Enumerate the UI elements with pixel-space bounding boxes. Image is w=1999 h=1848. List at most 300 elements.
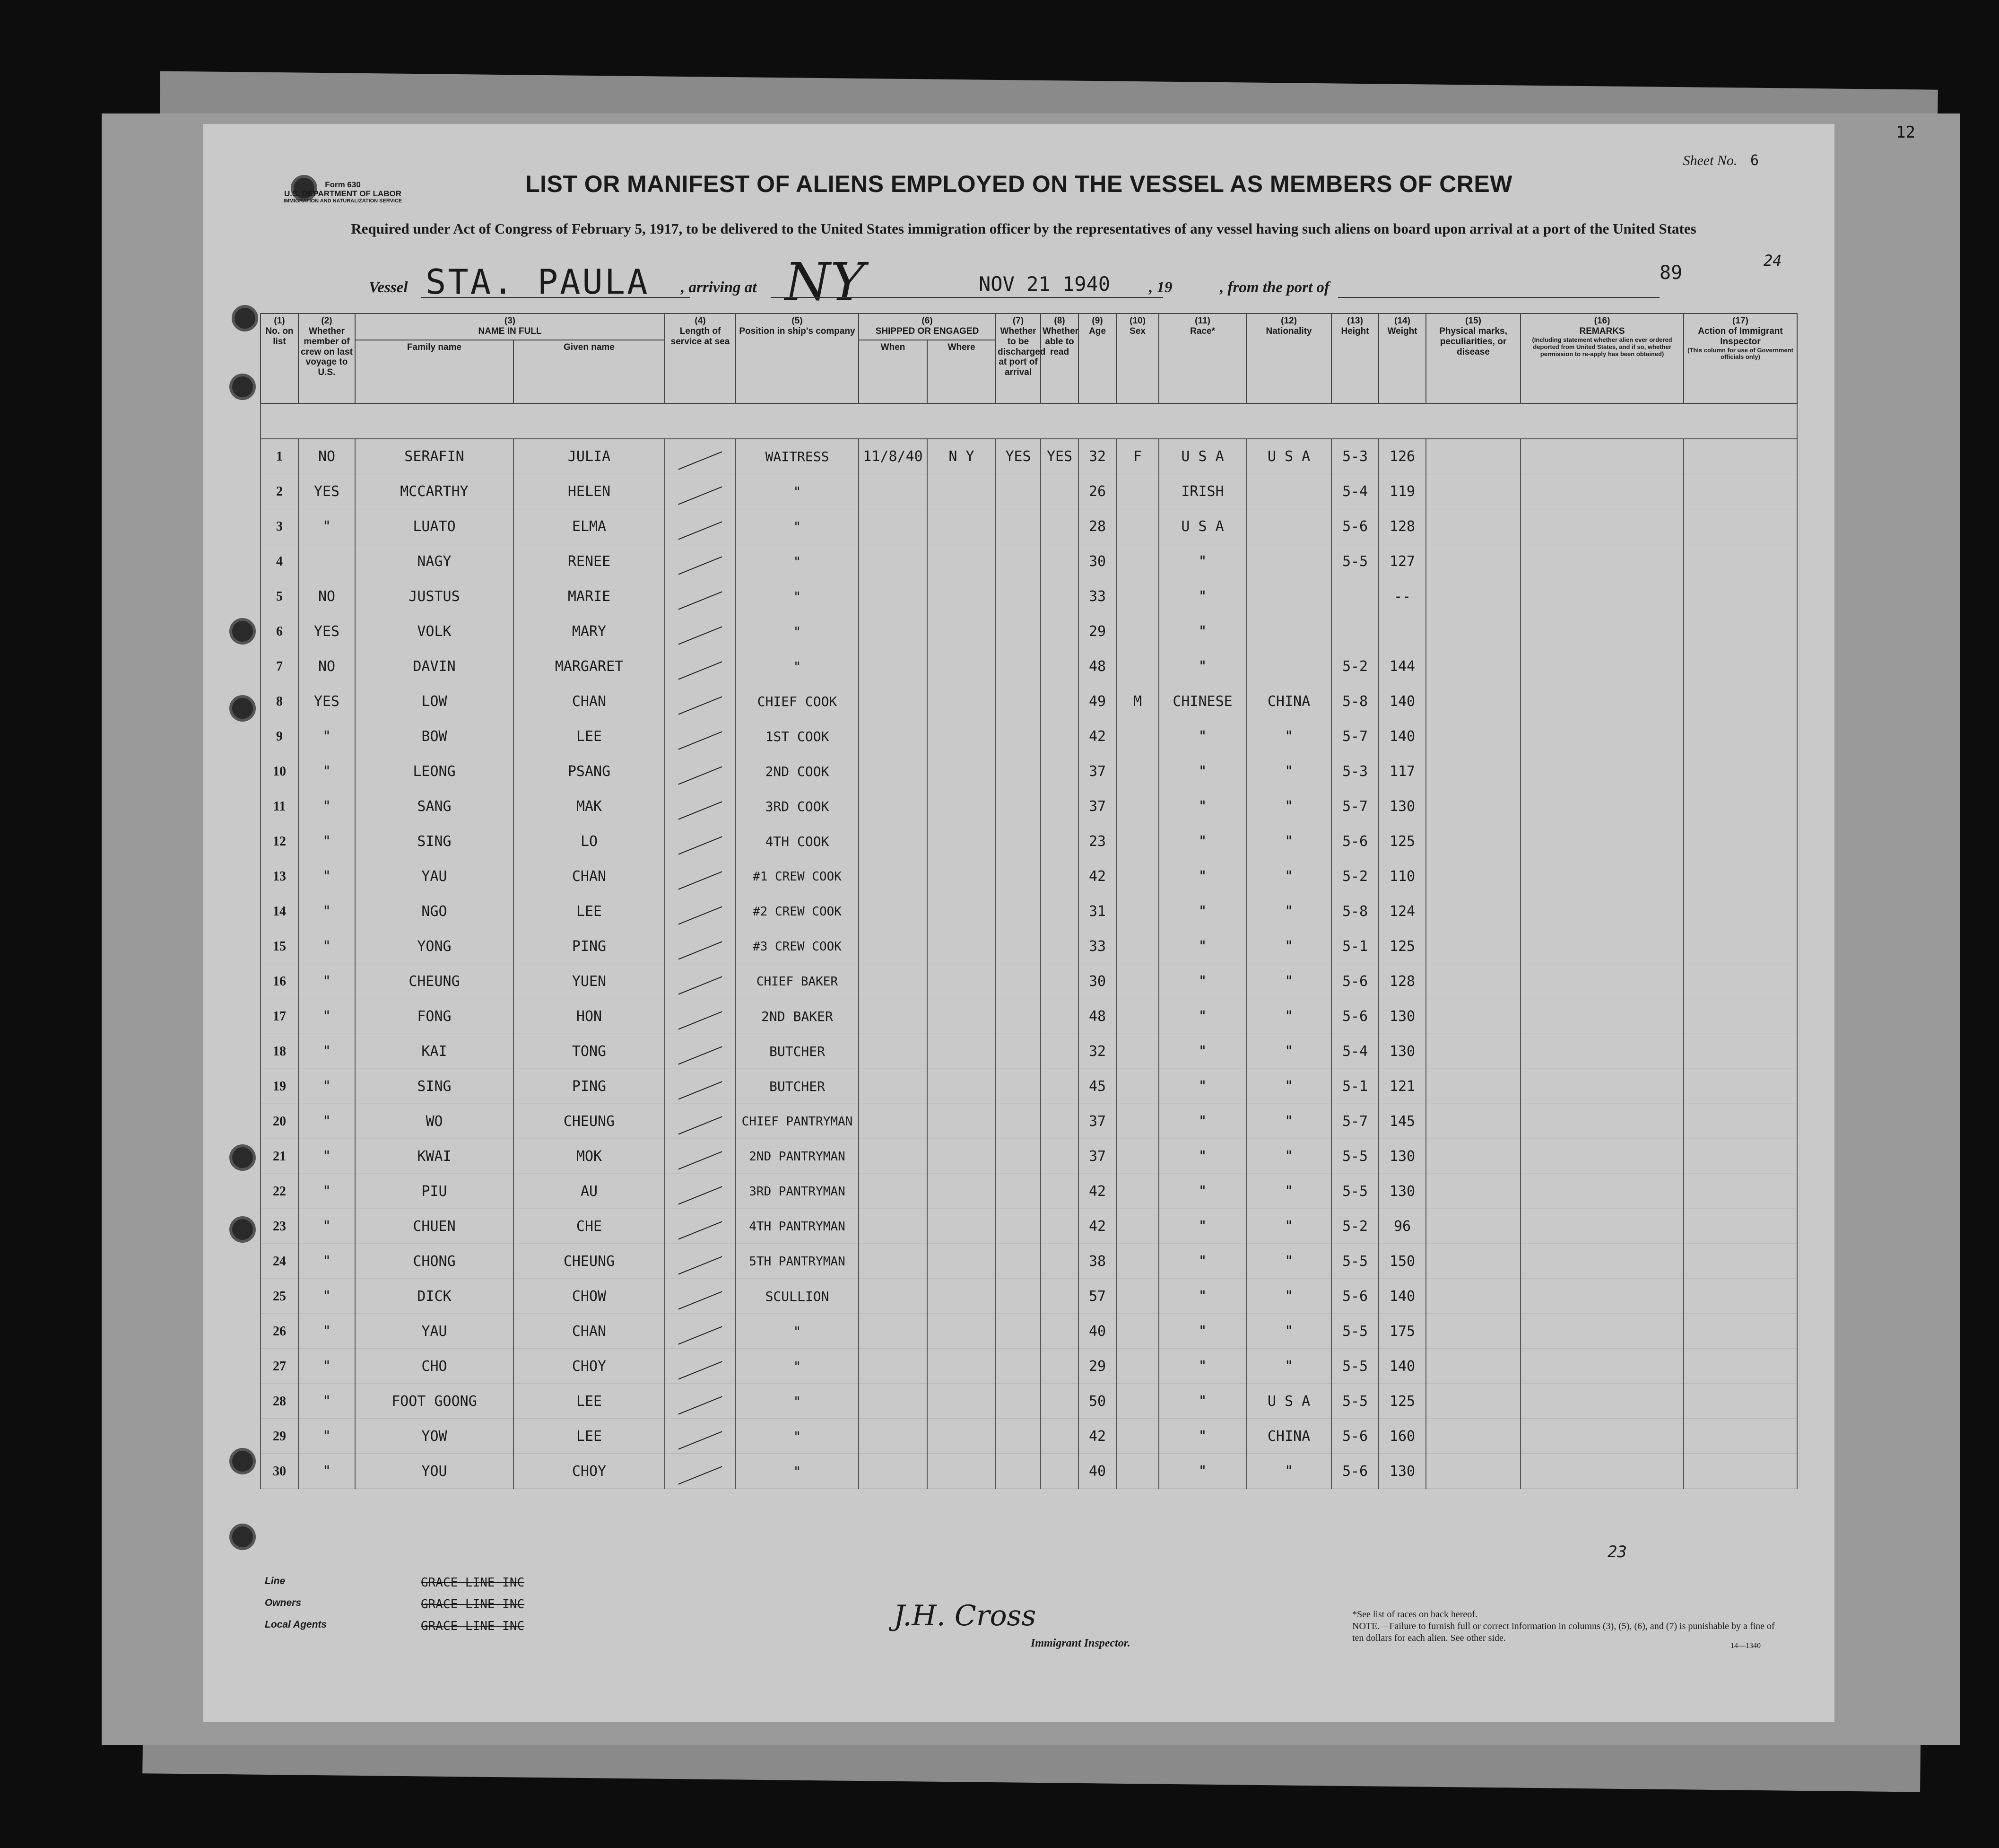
height-cell: 5-8	[1331, 894, 1379, 929]
race-cell: CHINESE	[1159, 684, 1246, 719]
discharged-cell	[996, 789, 1041, 824]
shipped-when-cell	[859, 474, 927, 509]
inspector-action-cell	[1684, 894, 1797, 929]
able-to-read-cell	[1041, 544, 1078, 579]
weight-cell: 130	[1379, 1174, 1426, 1209]
physical-marks-cell	[1426, 929, 1521, 964]
last-voyage-cell: YES	[298, 614, 355, 649]
shipped-where-cell	[927, 1349, 996, 1384]
discharged-cell	[996, 614, 1041, 649]
shipped-where-cell	[927, 1209, 996, 1244]
nationality-cell: "	[1246, 999, 1331, 1034]
race-cell: "	[1159, 1349, 1246, 1384]
nationality-cell: "	[1246, 789, 1331, 824]
nationality-cell: "	[1246, 1244, 1331, 1279]
nationality-cell: "	[1246, 824, 1331, 859]
weight-cell: 140	[1379, 1349, 1426, 1384]
shipped-where-cell	[927, 789, 996, 824]
shipped-where-cell	[927, 1069, 996, 1104]
height-cell	[1331, 614, 1379, 649]
remarks-note: 23	[1608, 1543, 1627, 1561]
shipped-where-cell: N Y	[927, 439, 996, 474]
age-cell: 40	[1078, 1314, 1116, 1349]
height-cell: 5-6	[1331, 1419, 1379, 1454]
weight-cell: 121	[1379, 1069, 1426, 1104]
last-voyage-cell	[298, 544, 355, 579]
table-row	[261, 1314, 1797, 1349]
header-name-in-full: (3) NAME IN FULL	[355, 314, 665, 340]
service-length-cell	[665, 1349, 736, 1384]
service-tick-mark	[678, 1186, 722, 1204]
last-voyage-cell: "	[298, 1104, 355, 1139]
position-cell: "	[736, 649, 859, 684]
shipped-where-cell	[927, 1314, 996, 1349]
remarks-cell	[1521, 1069, 1684, 1104]
position-cell: 2ND PANTRYMAN	[736, 1139, 859, 1174]
discharged-cell	[996, 1034, 1041, 1069]
list-number-cell: 9	[261, 719, 298, 754]
table-row	[261, 929, 1797, 964]
given-name-cell: PSANG	[513, 754, 665, 789]
race-cell: "	[1159, 789, 1246, 824]
family-name-cell: YONG	[355, 929, 513, 964]
last-voyage-cell: "	[298, 1209, 355, 1244]
nationality-cell: "	[1246, 1279, 1331, 1314]
service-length-cell	[665, 1384, 736, 1419]
sex-cell: M	[1116, 684, 1159, 719]
height-cell: 5-5	[1331, 544, 1379, 579]
race-cell: "	[1159, 1384, 1246, 1419]
sex-cell	[1116, 1139, 1159, 1174]
position-cell: CHIEF BAKER	[736, 964, 859, 999]
nationality-cell: "	[1246, 1139, 1331, 1174]
given-name-cell: CHE	[513, 1209, 665, 1244]
table-row	[261, 1034, 1797, 1069]
able-to-read-cell	[1041, 929, 1078, 964]
given-name-cell: JULIA	[513, 439, 665, 474]
inspector-action-cell	[1684, 439, 1797, 474]
inspector-action-cell	[1684, 684, 1797, 719]
remarks-cell	[1521, 824, 1684, 859]
race-cell: "	[1159, 719, 1246, 754]
list-number-cell: 29	[261, 1419, 298, 1454]
race-cell: "	[1159, 824, 1246, 859]
physical-marks-cell	[1426, 1349, 1521, 1384]
list-number-cell: 14	[261, 894, 298, 929]
position-cell: "	[736, 544, 859, 579]
family-name-cell: WO	[355, 1104, 513, 1139]
shipped-when-cell	[859, 1314, 927, 1349]
physical-marks-cell	[1426, 1279, 1521, 1314]
position-cell: #3 CREW COOK	[736, 929, 859, 964]
physical-marks-cell	[1426, 894, 1521, 929]
position-cell: CHIEF COOK	[736, 684, 859, 719]
race-cell: "	[1159, 1034, 1246, 1069]
owners-label: Owners	[265, 1597, 302, 1608]
crew-manifest-table	[260, 313, 1793, 1623]
shipped-when-cell	[859, 684, 927, 719]
family-name-cell: SING	[355, 1069, 513, 1104]
shipped-where-cell	[927, 754, 996, 789]
race-cell: "	[1159, 1279, 1246, 1314]
service-tick-mark	[678, 451, 722, 470]
height-cell: 5-3	[1331, 439, 1379, 474]
race-cell: "	[1159, 1174, 1246, 1209]
discharged-cell	[996, 1419, 1041, 1454]
weight-cell: 128	[1379, 964, 1426, 999]
service-length-cell	[665, 754, 736, 789]
list-number-cell: 7	[261, 649, 298, 684]
sex-cell	[1116, 1419, 1159, 1454]
service-length-cell	[665, 1314, 736, 1349]
height-cell: 5-4	[1331, 1034, 1379, 1069]
family-name-cell: LUATO	[355, 509, 513, 544]
position-cell: "	[736, 579, 859, 614]
remarks-cell	[1521, 544, 1684, 579]
physical-marks-cell	[1426, 614, 1521, 649]
header-height: (13) Height	[1331, 314, 1379, 403]
shipped-where-cell	[927, 929, 996, 964]
punch-hole	[229, 1216, 256, 1243]
remarks-cell	[1521, 684, 1684, 719]
position-cell: "	[736, 1454, 859, 1489]
service-tick-mark	[678, 766, 722, 785]
given-name-cell: LEE	[513, 1419, 665, 1454]
position-cell: WAITRESS	[736, 439, 859, 474]
sheet-value: 6	[1750, 152, 1759, 169]
position-cell: BUTCHER	[736, 1069, 859, 1104]
given-name-cell: LO	[513, 824, 665, 859]
given-name-cell: HON	[513, 999, 665, 1034]
header-discharged: (7) Whether to be discharged at port of arrival	[996, 314, 1041, 403]
inspector-action-cell	[1684, 754, 1797, 789]
header-shipped-engaged: (6) SHIPPED OR ENGAGED	[859, 314, 996, 340]
age-cell: 30	[1078, 544, 1116, 579]
shipped-where-cell	[927, 544, 996, 579]
table-row	[261, 999, 1797, 1034]
service-length-cell	[665, 929, 736, 964]
able-to-read-cell	[1041, 1174, 1078, 1209]
service-tick-mark	[678, 906, 722, 924]
physical-marks-cell	[1426, 1139, 1521, 1174]
given-name-cell: MARGARET	[513, 649, 665, 684]
age-cell: 33	[1078, 929, 1116, 964]
sex-cell	[1116, 719, 1159, 754]
discharged-cell	[996, 824, 1041, 859]
position-cell: SCULLION	[736, 1279, 859, 1314]
margin-number: 24	[1764, 252, 1782, 270]
given-name-cell: HELEN	[513, 474, 665, 509]
agents-label: Local Agents	[265, 1619, 327, 1630]
given-name-cell: TONG	[513, 1034, 665, 1069]
race-cell: IRISH	[1159, 474, 1246, 509]
weight-cell: 125	[1379, 824, 1426, 859]
service-tick-mark	[678, 871, 722, 889]
family-name-cell: SERAFIN	[355, 439, 513, 474]
discharged-cell	[996, 1069, 1041, 1104]
shipped-when-cell: 11/8/40	[859, 439, 927, 474]
remarks-cell	[1521, 929, 1684, 964]
table-row	[261, 1069, 1797, 1104]
given-name-cell: LEE	[513, 894, 665, 929]
sex-cell	[1116, 859, 1159, 894]
inspector-action-cell	[1684, 544, 1797, 579]
shipped-when-cell	[859, 789, 927, 824]
inspector-action-cell	[1684, 1454, 1797, 1489]
nationality-cell: "	[1246, 1104, 1331, 1139]
discharged-cell	[996, 544, 1041, 579]
position-cell: 5TH PANTRYMAN	[736, 1244, 859, 1279]
able-to-read-cell	[1041, 894, 1078, 929]
inspector-action-cell	[1684, 1104, 1797, 1139]
given-name-cell: YUEN	[513, 964, 665, 999]
age-cell: 26	[1078, 474, 1116, 509]
remarks-cell	[1521, 859, 1684, 894]
last-voyage-cell: "	[298, 1384, 355, 1419]
inspector-action-cell	[1684, 614, 1797, 649]
shipped-when-cell	[859, 1139, 927, 1174]
list-number-cell: 30	[261, 1454, 298, 1489]
service-tick-mark	[678, 1466, 722, 1484]
nationality-cell	[1246, 579, 1331, 614]
weight-cell: 126	[1379, 439, 1426, 474]
sex-cell	[1116, 929, 1159, 964]
service-length-cell	[665, 474, 736, 509]
discharged-cell	[996, 1384, 1041, 1419]
age-cell: 42	[1078, 1174, 1116, 1209]
family-name-cell: CHUEN	[355, 1209, 513, 1244]
remarks-cell	[1521, 1104, 1684, 1139]
remarks-cell	[1521, 1244, 1684, 1279]
shipped-where-cell	[927, 1419, 996, 1454]
list-number-cell: 2	[261, 474, 298, 509]
service-length-cell	[665, 649, 736, 684]
height-cell: 5-2	[1331, 1209, 1379, 1244]
given-name-cell: CHOW	[513, 1279, 665, 1314]
discharged-cell	[996, 719, 1041, 754]
punch-hole	[229, 374, 256, 400]
shipped-where-cell	[927, 474, 996, 509]
remarks-cell	[1521, 509, 1684, 544]
discharged-cell	[996, 1314, 1041, 1349]
sex-cell: F	[1116, 439, 1159, 474]
header-able-to-read: (8) Whether able to read	[1041, 314, 1078, 403]
shipped-when-cell	[859, 1104, 927, 1139]
nationality-cell: "	[1246, 859, 1331, 894]
last-voyage-cell: "	[298, 754, 355, 789]
sex-cell	[1116, 1454, 1159, 1489]
shipped-where-cell	[927, 1174, 996, 1209]
service-tick-mark	[678, 801, 722, 819]
position-cell: #2 CREW COOK	[736, 894, 859, 929]
inspector-action-cell	[1684, 1419, 1797, 1454]
family-name-cell: KWAI	[355, 1139, 513, 1174]
remarks-cell	[1521, 579, 1684, 614]
last-voyage-cell: YES	[298, 474, 355, 509]
height-cell: 5-4	[1331, 474, 1379, 509]
remarks-cell	[1521, 1209, 1684, 1244]
last-voyage-cell: YES	[298, 684, 355, 719]
family-name-cell: MCCARTHY	[355, 474, 513, 509]
discharged-cell	[996, 1209, 1041, 1244]
position-cell: 2ND COOK	[736, 754, 859, 789]
able-to-read-cell	[1041, 684, 1078, 719]
able-to-read-cell	[1041, 1244, 1078, 1279]
sex-cell	[1116, 754, 1159, 789]
race-cell: "	[1159, 1419, 1246, 1454]
age-cell: 37	[1078, 789, 1116, 824]
shipped-where-cell	[927, 1104, 996, 1139]
shipped-where-cell	[927, 1244, 996, 1279]
inspector-action-cell	[1684, 859, 1797, 894]
family-name-cell: BOW	[355, 719, 513, 754]
service-tick-mark	[678, 1046, 722, 1064]
physical-marks-cell	[1426, 439, 1521, 474]
nationality-cell: "	[1246, 1174, 1331, 1209]
age-cell: 23	[1078, 824, 1116, 859]
able-to-read-cell	[1041, 1349, 1078, 1384]
given-name-cell: MARY	[513, 614, 665, 649]
physical-marks-cell	[1426, 1104, 1521, 1139]
discharged-cell	[996, 964, 1041, 999]
list-number-cell: 4	[261, 544, 298, 579]
sex-cell	[1116, 1314, 1159, 1349]
inspector-action-cell	[1684, 1244, 1797, 1279]
race-cell: U S A	[1159, 509, 1246, 544]
table-row	[261, 1454, 1797, 1489]
header-age: (9) Age	[1078, 314, 1116, 403]
physical-marks-cell	[1426, 509, 1521, 544]
discharged-cell	[996, 754, 1041, 789]
shipped-where-cell	[927, 579, 996, 614]
header-given-name: Given name	[513, 340, 665, 403]
sex-cell	[1116, 1034, 1159, 1069]
position-cell: "	[736, 474, 859, 509]
weight-cell: 140	[1379, 1279, 1426, 1314]
service-tick-mark	[678, 1116, 722, 1134]
family-name-cell: FOOT GOONG	[355, 1384, 513, 1419]
service-length-cell	[665, 544, 736, 579]
height-cell	[1331, 579, 1379, 614]
remarks-cell	[1521, 614, 1684, 649]
table-row	[261, 1139, 1797, 1174]
weight-cell: 117	[1379, 754, 1426, 789]
remarks-cell	[1521, 964, 1684, 999]
given-name-cell: CHAN	[513, 684, 665, 719]
age-cell: 37	[1078, 1104, 1116, 1139]
position-cell: 4TH PANTRYMAN	[736, 1209, 859, 1244]
physical-marks-cell	[1426, 1384, 1521, 1419]
race-cell: "	[1159, 1314, 1246, 1349]
family-name-cell: JUSTUS	[355, 579, 513, 614]
physical-marks-cell	[1426, 1034, 1521, 1069]
vessel-name: STA. PAULA	[426, 262, 650, 302]
nationality-cell: CHINA	[1246, 684, 1331, 719]
table-row	[261, 474, 1797, 509]
age-cell: 57	[1078, 1279, 1116, 1314]
remarks-cell	[1521, 894, 1684, 929]
age-cell: 37	[1078, 754, 1116, 789]
age-cell: 50	[1078, 1384, 1116, 1419]
age-cell: 45	[1078, 1069, 1116, 1104]
department-name: U.S. DEPARTMENT OF LABOR	[284, 189, 402, 198]
height-cell: 5-2	[1331, 649, 1379, 684]
nationality-cell: U S A	[1246, 439, 1331, 474]
race-cell: "	[1159, 929, 1246, 964]
shipped-where-cell	[927, 894, 996, 929]
height-cell: 5-5	[1331, 1384, 1379, 1419]
last-voyage-cell: "	[298, 1244, 355, 1279]
header-physical-marks: (15) Physical marks, peculiarities, or disease	[1426, 314, 1521, 403]
given-name-cell: LEE	[513, 719, 665, 754]
table-row	[261, 824, 1797, 859]
punch-hole	[229, 1448, 256, 1474]
table-row	[261, 754, 1797, 789]
race-cell: U S A	[1159, 439, 1246, 474]
inspector-action-cell	[1684, 824, 1797, 859]
family-name-cell: NGO	[355, 894, 513, 929]
service-length-cell	[665, 964, 736, 999]
race-cell: "	[1159, 859, 1246, 894]
shipped-where-cell	[927, 964, 996, 999]
sex-cell	[1116, 579, 1159, 614]
given-name-cell: CHAN	[513, 1314, 665, 1349]
able-to-read-cell	[1041, 649, 1078, 684]
weight-cell: 144	[1379, 649, 1426, 684]
age-cell: 42	[1078, 719, 1116, 754]
age-cell: 28	[1078, 509, 1116, 544]
last-voyage-cell: "	[298, 894, 355, 929]
table-row	[261, 964, 1797, 999]
given-name-cell: MAK	[513, 789, 665, 824]
race-cell: "	[1159, 579, 1246, 614]
list-number-cell: 11	[261, 789, 298, 824]
inspector-action-cell	[1684, 1139, 1797, 1174]
service-tick-mark	[678, 1256, 722, 1274]
remarks-cell	[1521, 1384, 1684, 1419]
given-name-cell: MOK	[513, 1139, 665, 1174]
race-cell: "	[1159, 1139, 1246, 1174]
race-cell: "	[1159, 999, 1246, 1034]
sex-cell	[1116, 1174, 1159, 1209]
discharged-cell	[996, 1454, 1041, 1489]
from-port-underline	[1338, 297, 1660, 298]
nationality-cell: U S A	[1246, 1384, 1331, 1419]
nationality-cell	[1246, 544, 1331, 579]
service-length-cell	[665, 509, 736, 544]
family-name-cell: FONG	[355, 999, 513, 1034]
list-number-cell: 26	[261, 1314, 298, 1349]
given-name-cell: LEE	[513, 1384, 665, 1419]
weight-cell: 175	[1379, 1314, 1426, 1349]
physical-marks-cell	[1426, 1174, 1521, 1209]
physical-marks-cell	[1426, 824, 1521, 859]
weight-cell: 124	[1379, 894, 1426, 929]
last-voyage-cell: "	[298, 859, 355, 894]
sex-cell	[1116, 1279, 1159, 1314]
remarks-cell	[1521, 474, 1684, 509]
sheet-label: Sheet No.	[1683, 153, 1738, 168]
footer-note	[1352, 1609, 1778, 1644]
inspector-action-cell	[1684, 964, 1797, 999]
able-to-read-cell	[1041, 1314, 1078, 1349]
list-number-cell: 17	[261, 999, 298, 1034]
position-cell: 3RD PANTRYMAN	[736, 1174, 859, 1209]
age-cell: 38	[1078, 1244, 1116, 1279]
table-row	[261, 684, 1797, 719]
owners-row	[265, 1597, 690, 1616]
position-cell: 4TH COOK	[736, 824, 859, 859]
